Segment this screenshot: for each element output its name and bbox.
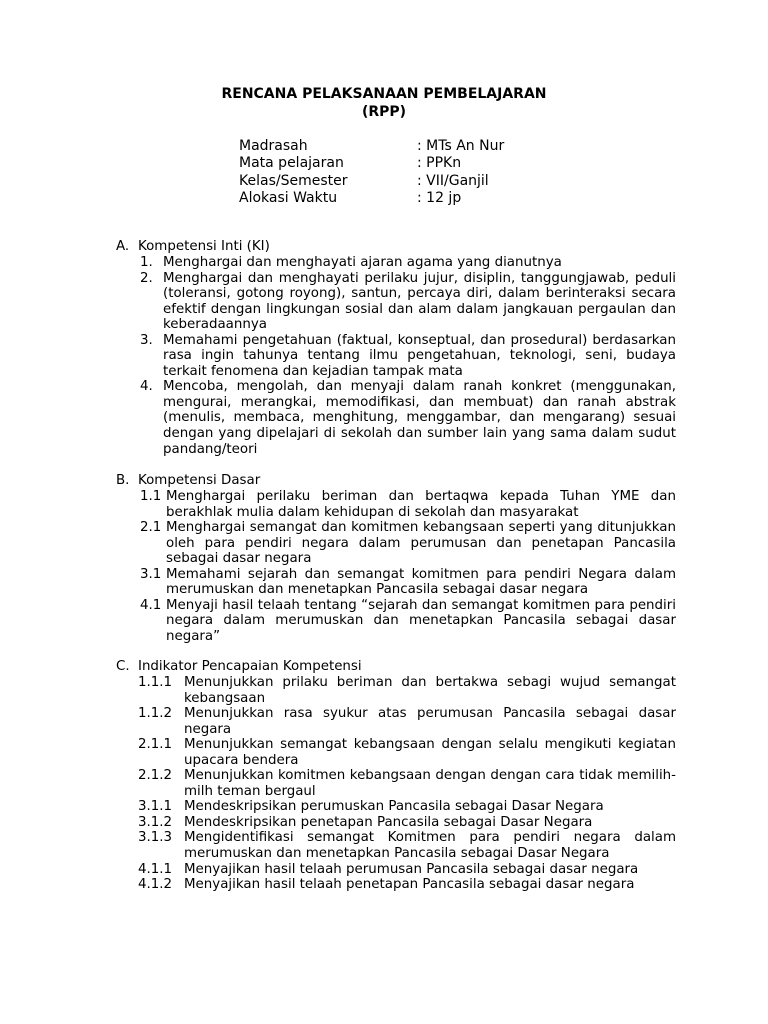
item-number: 2.1.1 [138,737,173,753]
identity-label: Mata pelajaran [239,155,344,172]
item-number: 1.1.1 [138,675,173,690]
identity-row-madrasah [239,138,504,155]
section-heading [116,473,676,489]
item-text: Mendeskripsikan perumuskan Pancasila sebagai Dasar Negara [184,799,604,815]
section-letter: B. [116,473,130,488]
list-item [116,737,676,768]
item-number: 4. [140,379,153,395]
list-item [116,862,676,878]
item-text: Memahami sejarah dan semangat komitmen para pendiri Negara dalam merumuskan dan menetapkan Pancasila sebagai dasar negara [166,566,676,598]
section-title: Kompetensi Inti (KI) [138,239,270,254]
section-kompetensi-inti [116,239,676,457]
identity-value: : 12 jp [417,189,462,206]
item-text: Menyajikan hasil telaah perumusan Pancasila sebagai dasar negara [184,861,639,877]
item-text: Menyaji hasil telaah tentang “sejarah dan semangat komitmen para pendiri negara dalam merumuskan dan menetapkan Pancasila sebagai dasar negara” [166,597,676,644]
item-text: Mengidentifikasi semangat Komitmen para pendiri negara dalam merumuskan dan menetapkan Pancasila sebagai Dasar Negara [184,830,676,862]
list-item [116,598,676,645]
item-text: Memahami pengetahuan (faktual, konseptual, dan prosedural) berdasarkan rasa ingin tahunya tentang ilmu pengetahuan, teknologi, seni, budaya terkait fenomena dan kejadian tampak mata [163,332,676,379]
section-title: Kompetensi Dasar [138,473,261,488]
identity-row-subject [239,155,504,172]
item-number: 1. [140,255,153,270]
identity-row-class [239,173,504,190]
item-text: Menghargai dan menghayati ajaran agama yang dianutnya [163,255,562,270]
section-kompetensi-dasar [116,473,676,644]
list-item [116,706,676,737]
item-number: 4.1.2 [138,877,173,893]
item-number: 3.1.2 [138,814,173,830]
list-item [116,489,676,520]
list-item [116,675,676,706]
list-item [116,255,676,271]
item-number: 3.1.3 [138,830,173,846]
identity-label: Alokasi Waktu [239,189,338,206]
item-text: Menunjukkan rasa syukur atas perumusan Pancasila sebagai dasar negara [184,706,676,737]
section-title: Indikator Pencapaian Kompetensi [138,659,362,674]
item-text: Menghargai perilaku beriman dan bertaqwa kepada Tuhan YME dan berakhlak mulia dalam kehidupan di sekolah dan masyarakat [166,489,676,520]
item-number: 2. [140,270,153,286]
item-text: Menunjukkan komitmen kebangsaan dengan dengan cara tidak memilih-milh teman bergaul [184,768,676,799]
identity-table [239,138,504,207]
list-item [116,379,676,457]
item-number: 2.1.2 [138,768,173,784]
identity-value: : VII/Ganjil [417,172,489,189]
section-letter: A. [116,239,130,254]
item-number: 4.1 [140,597,162,613]
list-item [116,333,676,380]
section-heading [116,239,676,255]
list-item [116,567,676,598]
list-item [116,768,676,799]
list-item [116,799,676,815]
item-text: Menyajikan hasil telaah penetapan Pancasila sebagai dasar negara [184,877,635,893]
item-text: Menunjukkan prilaku beriman dan bertakwa sebagi wujud semangat kebangsaan [184,675,676,706]
item-number: 1.1.2 [138,706,173,722]
identity-label: Madrasah [239,138,308,154]
item-number: 3.1.1 [138,799,173,815]
identity-value: : PPKn [417,155,462,172]
section-letter: C. [116,659,130,674]
item-text: Mencoba, mengolah, dan menyaji dalam ranah konkret (menggunakan, mengurai, merangkai, memodifikasi, dan membuat) dan ranah abstrak (menulis, membaca, menghitung, menggambar, dan mengarang) sesuai dengan yang dipelajari di sekolah dan sumber lain yang sama dalam sudut pandang/teori [163,379,676,457]
list-item [116,877,676,893]
document-subtitle: (RPP) [361,104,407,120]
item-number: 2.1 [140,520,162,536]
list-item [116,815,676,831]
list-item [116,271,676,333]
identity-row-time [239,190,504,207]
identity-label: Kelas/Semester [239,172,348,189]
item-text: Menghargai semangat dan komitmen kebangsaan seperti yang ditunjukkan oleh para pendiri negara dalam perumusan dan penetapan Pancasila sebagai dasar negara [166,520,676,567]
section-indikator [116,659,676,893]
item-number: 3. [140,332,153,348]
item-text: Menghargai dan menghayati perilaku jujur, disiplin, tanggungjawab, peduli (toleransi, gotong royong), santun, percaya diri, dalam berinteraksi secara efektif dengan lingkungan sosial dan alam dalam jangkauan pergaulan dan keberadaannya [163,270,676,333]
item-number: 1.1 [140,489,162,504]
identity-value: : MTs An Nur [417,138,505,154]
list-item [116,830,676,861]
document-title: RENCANA PELAKSANAAN PEMBELAJARAN [221,86,547,102]
item-number: 3.1 [140,566,162,582]
item-number: 4.1.1 [138,861,173,877]
section-heading [116,659,676,675]
item-text: Mendeskripsikan penetapan Pancasila sebagai Dasar Negara [184,814,593,830]
item-text: Menunjukkan semangat kebangsaan dengan selalu mengikuti kegiatan upacara bendera [184,737,676,768]
list-item [116,520,676,567]
